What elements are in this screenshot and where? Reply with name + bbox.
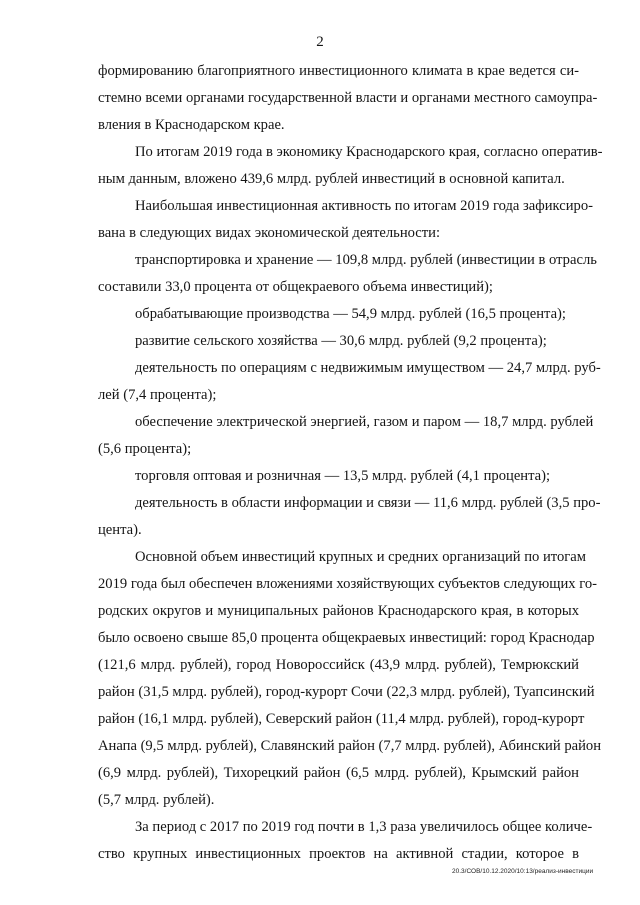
text-line: ным данным, вложено 439,6 млрд. рублей инвестиций в основной капитал. <box>98 171 565 187</box>
text-line: Анапа (9,5 млрд. рублей), Славянский район (7,7 млрд. рублей), Абинский район <box>98 738 602 754</box>
text-line: Основной объем инвестиций крупных и средних организаций по итогам <box>135 549 586 565</box>
text-line: 2019 года был обеспечен вложениями хозяйствующих субъектов следующих го- <box>98 576 598 592</box>
text-line: (6,9 млрд. рублей), Тихорецкий район (6,5 млрд. рублей), Крымский район <box>98 765 579 781</box>
text-line: было освоено свыше 85,0 процента общекраевых инвестиций: город Краснодар <box>98 630 595 646</box>
text-line: обрабатывающие производства — 54,9 млрд. рублей (16,5 процента); <box>135 306 566 322</box>
text-line: вления в Краснодарском крае. <box>98 117 285 133</box>
text-line: родских округов и муниципальных районов Краснодарского края, в которых <box>98 603 579 619</box>
text-line: развитие сельского хозяйства — 30,6 млрд. рублей (9,2 процента); <box>135 333 547 349</box>
text-line: деятельность в области информации и связи — 11,6 млрд. рублей (3,5 про- <box>135 495 601 511</box>
text-line: Наибольшая инвестиционная активность по итогам 2019 года зафиксиро- <box>135 198 594 214</box>
text-line: обеспечение электрической энергией, газом и паром — 18,7 млрд. рублей <box>135 414 594 430</box>
text-line: составили 33,0 процента от общекраевого объема инвестиций); <box>98 279 493 295</box>
document-body <box>98 58 603 868</box>
text-line: (5,7 млрд. рублей). <box>98 792 215 808</box>
page-number: 2 <box>316 34 324 50</box>
text-line: стемно всеми органами государственной власти и органами местного самоупра- <box>98 90 598 106</box>
text-line: (5,6 процента); <box>98 441 192 457</box>
text-line: вана в следующих видах экономической деятельности: <box>98 225 441 241</box>
text-line: район (16,1 млрд. рублей), Северский район (11,4 млрд. рублей), город-курорт <box>98 711 585 727</box>
text-line: торговля оптовая и розничная — 13,5 млрд. рублей (4,1 процента); <box>135 468 551 484</box>
text-line: За период с 2017 по 2019 год почти в 1,3 раза увеличилось общее количе- <box>135 819 593 835</box>
text-line: деятельность по операциям с недвижимым имуществом — 24,7 млрд. руб- <box>135 360 601 376</box>
text-line: формированию благоприятного инвестиционного климата в крае ведется си- <box>98 63 579 79</box>
text-line: (121,6 млрд. рублей), город Новороссийск (43,9 млрд. рублей), Темрюкский <box>98 657 579 673</box>
text-line: район (31,5 млрд. рублей), город-курорт Сочи (22,3 млрд. рублей), Туапсинский <box>98 684 595 700</box>
text-line: транспортировка и хранение — 109,8 млрд. рублей (инвестиции в отрасль <box>135 252 597 268</box>
text-line: По итогам 2019 года в экономику Краснодарского края, согласно оператив- <box>135 144 603 160</box>
text-line: цента). <box>98 522 142 538</box>
footer-document-code: 20.3/СОВ/10.12.2020/10:13/реализ-инвестиции <box>452 868 594 875</box>
text-line: лей (7,4 процента); <box>98 387 217 403</box>
text-line: ство крупных инвестиционных проектов на активной стадии, которое в <box>98 846 579 862</box>
